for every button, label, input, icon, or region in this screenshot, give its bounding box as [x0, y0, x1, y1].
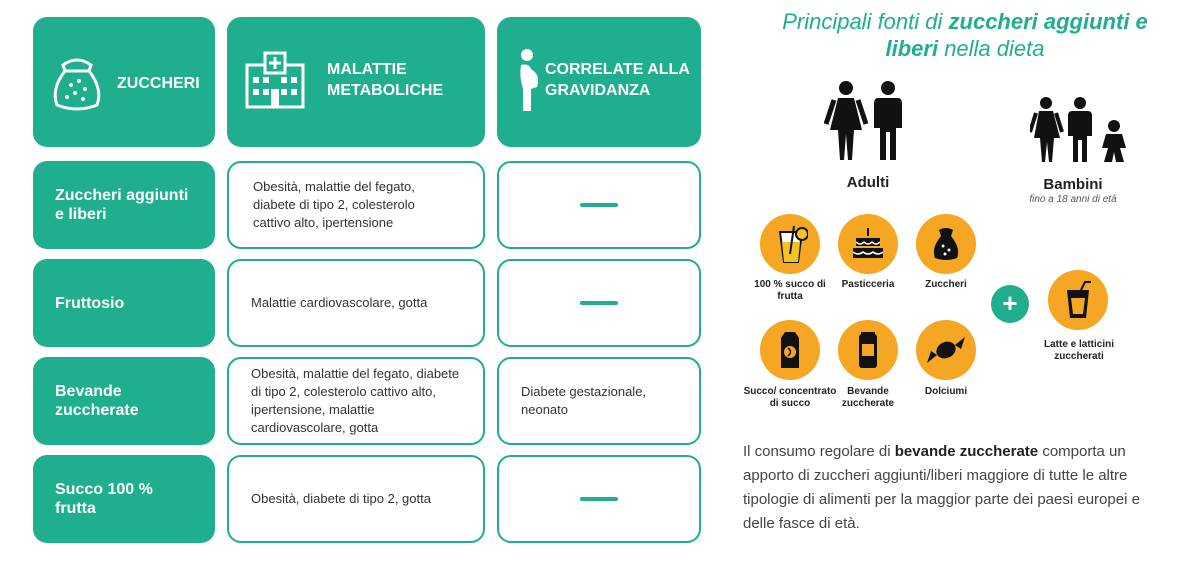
title-part2: nella dieta	[938, 36, 1045, 61]
plus-icon: +	[991, 285, 1029, 323]
cell-pregnancy-zuccheri-aggiunti	[497, 161, 701, 249]
panel-title	[770, 8, 1160, 62]
cell-metabolic-succo-100	[227, 455, 485, 543]
food-label: Dolciumi	[924, 386, 968, 397]
header-gravidanza-line1: CORRELATE ALLA	[545, 61, 690, 78]
food-label: Latte e latticini zuccherati	[1043, 339, 1114, 362]
food-label: Bevande zuccherate	[841, 386, 895, 409]
cell-text: Malattie cardiovascolare, gotta	[251, 295, 428, 310]
header-zuccheri-label: ZUCCHERI	[117, 75, 200, 92]
soda-can-glyph	[855, 330, 881, 370]
cake-glyph	[850, 226, 886, 262]
cake-icon	[838, 214, 898, 274]
milk-drink-icon	[1048, 270, 1108, 330]
sugar-sack-icon	[916, 214, 976, 274]
soda-can-icon	[838, 320, 898, 380]
header-gravidanza-line2: GRAVIDANZA	[545, 82, 651, 99]
cell-pregnancy-bevande-zuccherate	[497, 357, 701, 445]
adults-label: Adulti	[846, 174, 890, 191]
pregnant-woman-icon	[515, 47, 543, 113]
dash-none	[580, 203, 618, 207]
row-head-label: Fruttosio	[55, 294, 125, 312]
children-sub: fino a 18 anni di età	[1029, 194, 1117, 205]
children-label: Bambini	[1043, 176, 1103, 193]
cell-pregnancy-fruttosio	[497, 259, 701, 347]
cell-text: Obesità, malattie del fegato, diabete di tipo 2, colesterolo cattivo alto, ipertensione	[253, 179, 415, 230]
note-part1: Il consumo regolare di	[743, 443, 895, 460]
cell-text: Obesità, malattie del fegato, diabete di tipo 2, colesterolo cattivo alto, ipertensione, malattie cardiovascolare, gotta	[251, 366, 460, 435]
hospital-icon	[245, 51, 305, 109]
candy-icon	[916, 320, 976, 380]
cell-pregnancy-succo-100	[497, 455, 701, 543]
juice-glass-glyph	[772, 224, 808, 264]
sugar-sack-icon	[49, 51, 105, 113]
note-bold: bevande zuccherate	[894, 443, 1039, 460]
header-malattie-line2: METABOLICHE	[327, 82, 444, 99]
juice-glass-icon	[760, 214, 820, 274]
row-head-fruttosio	[33, 259, 215, 347]
cell-text: Diabete gestazionale, neonato	[521, 384, 647, 417]
adults-icon	[824, 80, 914, 162]
milk-drink-glyph	[1063, 280, 1093, 320]
header-gravidanza	[497, 17, 701, 147]
row-head-succo-100	[33, 455, 215, 543]
row-head-label: Succo 100 % frutta	[55, 481, 153, 517]
row-head-zuccheri-aggiunti	[33, 161, 215, 249]
cell-metabolic-bevande-zuccherate	[227, 357, 485, 445]
food-label: Zuccheri	[925, 279, 967, 290]
note-part2: comporta un apporto di zuccheri aggiunti/liberi maggiore di tutte le altre tipologie di alimenti per la maggior parte dei paesi europei e delle fasce di età.	[743, 443, 1140, 532]
cell-metabolic-fruttosio	[227, 259, 485, 347]
header-zuccheri	[33, 17, 215, 147]
header-malattie-line1: MALATTIE	[327, 61, 407, 78]
sugar-sack-glyph	[929, 226, 963, 262]
row-head-bevande-zuccherate	[33, 357, 215, 445]
food-label: Succo/ concentrato di succo	[743, 386, 837, 409]
header-malattie-metaboliche	[227, 17, 485, 147]
row-head-label: Zuccheri aggiunti e liberi	[55, 187, 189, 223]
children-icon	[1030, 96, 1130, 164]
juice-carton-glyph	[775, 330, 805, 370]
title-part1: Principali fonti di	[782, 9, 949, 34]
food-label: 100 % succo di frutta	[754, 279, 826, 302]
row-head-label: Bevande zuccherate	[55, 383, 139, 419]
dash-none	[580, 497, 618, 501]
title-bold: zuccheri aggiunti e liberi	[885, 9, 1148, 61]
dash-none	[580, 301, 618, 305]
cell-metabolic-zuccheri-aggiunti	[227, 161, 485, 249]
juice-carton-icon	[760, 320, 820, 380]
food-label: Pasticceria	[841, 279, 895, 290]
note-paragraph	[743, 440, 1163, 536]
cell-text: Obesità, diabete di tipo 2, gotta	[251, 491, 431, 506]
candy-glyph	[925, 335, 967, 365]
